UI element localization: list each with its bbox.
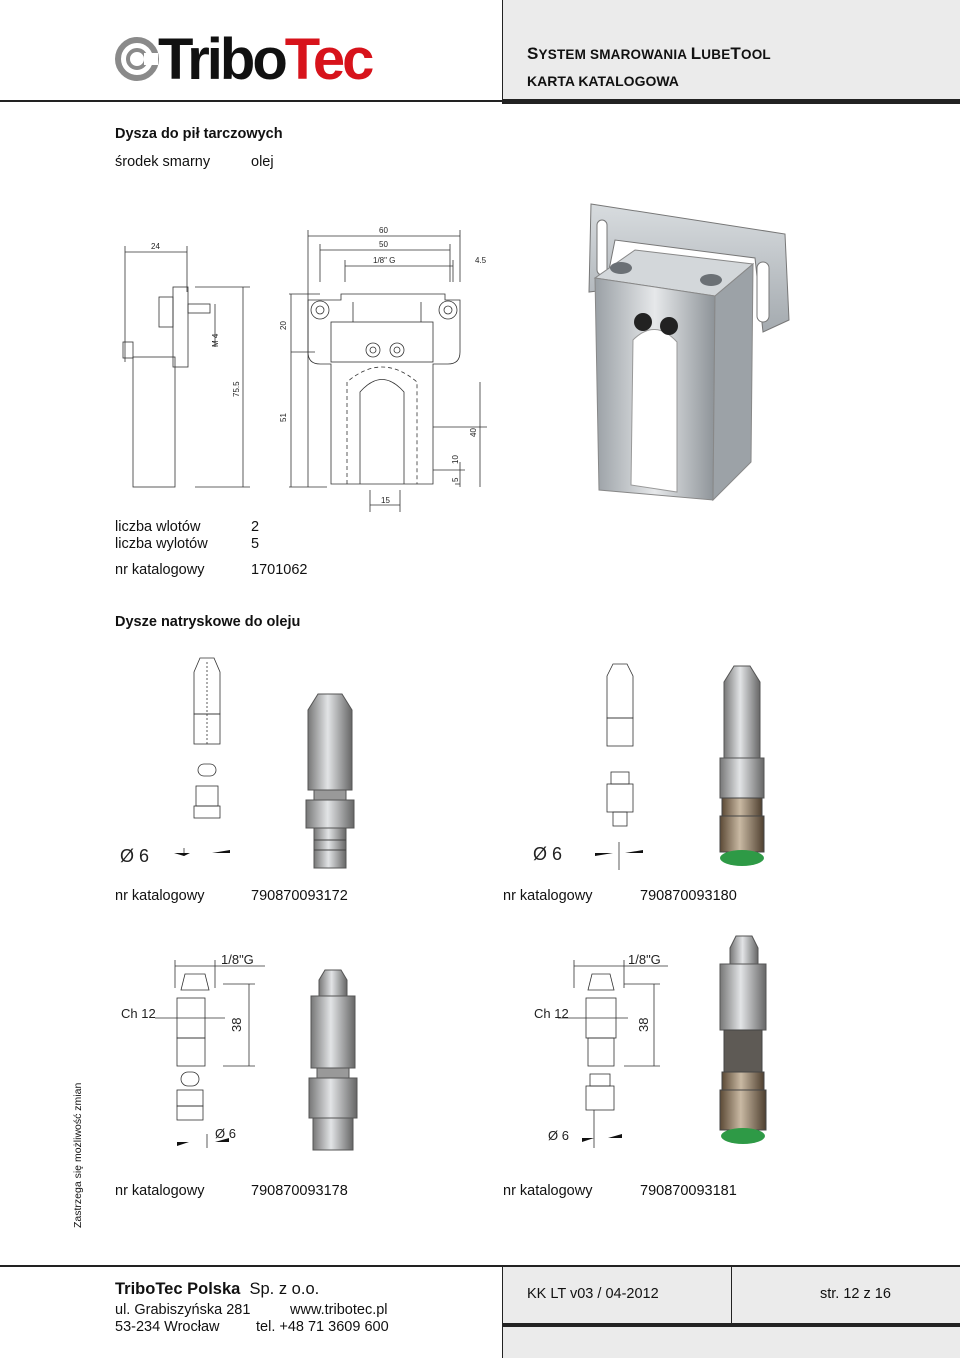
footer-website[interactable]: www.tribotec.pl [290, 1302, 388, 1318]
footer-page-number: str. 12 z 16 [820, 1286, 891, 1302]
footer-divider [502, 1265, 503, 1358]
dim-40: 40 [469, 428, 478, 437]
footer-right-panel-bottom [503, 1327, 960, 1358]
medium-label: środek smarny [115, 154, 211, 170]
nozzle-2-catalog-value: 790870093180 [640, 888, 737, 904]
dim-51: 51 [279, 413, 288, 422]
nozzle-3-drawing [115, 948, 275, 1153]
side-note-changes-reserved: Zastrzega się możliwość zmian [72, 1082, 84, 1228]
spec-value-outlets: 5 [251, 536, 260, 552]
nozzle-1-catalog-value: 790870093172 [251, 888, 348, 904]
saw-nozzle-photo [585, 200, 795, 505]
header-rule-thick [503, 99, 960, 104]
catalog-value: 1701062 [251, 562, 308, 578]
tribotec-logo-mark [114, 36, 160, 82]
nozzle-2-drawing [525, 660, 665, 870]
dim-60: 60 [379, 226, 388, 235]
header-divider [502, 0, 503, 104]
document-subtitle: KARTA KATALOGOWA [527, 73, 679, 89]
spec-value-inlets: 2 [251, 519, 260, 535]
nozzle-4-dim-thread: 1/8"G [628, 952, 661, 967]
section2-title: Dysze natryskowe do oleju [115, 614, 301, 630]
nozzle-4-drawing [528, 948, 678, 1153]
dim-g18: 1/8" G [373, 256, 396, 265]
dim-m4: M 4 [211, 333, 220, 347]
dim-10: 10 [451, 455, 460, 464]
nozzle-4-photo [712, 932, 772, 1147]
spec-label-outlets: liczba wylotów [115, 536, 208, 552]
section1-title: Dysza do pił tarczowych [115, 126, 283, 142]
footer-doc-version: KK LT v03 / 04-2012 [527, 1286, 659, 1302]
nozzle-4-catalog-value: 790870093181 [640, 1183, 737, 1199]
nozzle-3-catalog-label: nr katalogowy [115, 1183, 205, 1199]
tribotec-logo-text: TriboTec [158, 27, 372, 92]
nozzle-3-photo [303, 966, 363, 1156]
nozzle-3-catalog-value: 790870093178 [251, 1183, 348, 1199]
dim-24: 24 [151, 242, 160, 251]
footer-city: 53-234 Wrocław [115, 1319, 220, 1335]
dim-5: 5 [451, 477, 460, 482]
footer-phone: tel. +48 71 3609 600 [256, 1319, 389, 1335]
dim-4-5: 4.5 [475, 256, 487, 265]
nozzle-3-dim-length: 38 [229, 1017, 244, 1032]
nozzle-2-photo [712, 662, 772, 872]
dim-75-5: 75.5 [232, 381, 241, 397]
saw-nozzle-technical-drawing [115, 222, 500, 512]
nozzle-3-dim-thread: 1/8"G [221, 952, 254, 967]
medium-value: olej [251, 154, 274, 170]
dim-15: 15 [381, 496, 390, 505]
dim-20: 20 [279, 321, 288, 330]
footer-company: TriboTec Polska Sp. z o.o. [115, 1280, 320, 1298]
nozzle-1-dim-diameter: Ø 6 [120, 846, 150, 866]
footer-divider-2 [731, 1267, 732, 1325]
nozzle-1-catalog-label: nr katalogowy [115, 888, 205, 904]
nozzle-2-catalog-label: nr katalogowy [503, 888, 593, 904]
spec-label-inlets: liczba wlotów [115, 519, 201, 535]
system-title: SYSTEM SMAROWANIA LUBETOOL [527, 44, 771, 63]
dim-50: 50 [379, 240, 388, 249]
nozzle-3-dim-diameter: Ø 6 [215, 1126, 236, 1141]
catalog-label: nr katalogowy [115, 562, 205, 578]
nozzle-2-dim-diameter: Ø 6 [533, 844, 563, 864]
nozzle-4-dim-diameter: Ø 6 [548, 1128, 569, 1143]
nozzle-1-drawing [110, 652, 260, 872]
nozzle-4-dim-length: 38 [636, 1017, 651, 1032]
nozzle-4-catalog-label: nr katalogowy [503, 1183, 593, 1199]
nozzle-4-dim-wrench: Ch 12 [534, 1006, 569, 1021]
nozzle-3-dim-wrench: Ch 12 [121, 1006, 156, 1021]
nozzle-1-photo [300, 690, 360, 870]
footer-street: ul. Grabiszyńska 281 [115, 1302, 251, 1318]
